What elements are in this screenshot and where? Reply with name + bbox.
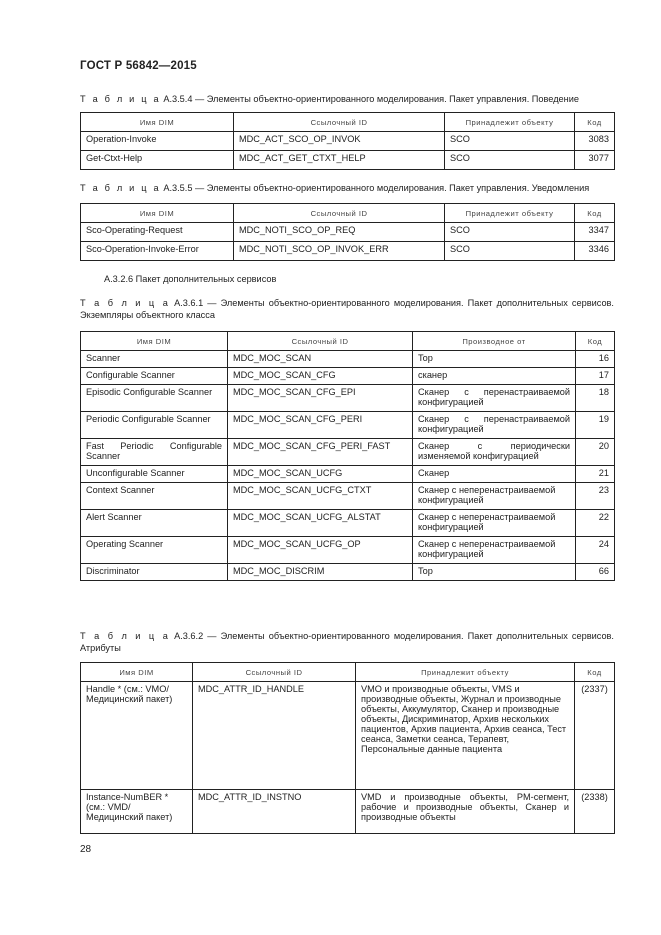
table2-caption: Т а б л и ц а А.3.5.5 — Элементы объектно-ориентированного моделирования. Пакет управления. Уведомления bbox=[80, 183, 590, 193]
table2 bbox=[80, 203, 615, 261]
ref-id: MDC_MOC_SCAN_CFG_PERI bbox=[228, 412, 413, 439]
code: (2337) bbox=[575, 682, 615, 790]
column-header: Код bbox=[575, 204, 615, 223]
table-row bbox=[81, 132, 615, 151]
code: 20 bbox=[576, 439, 615, 466]
dim-name: Alert Scanner bbox=[81, 510, 228, 537]
code: 3083 bbox=[575, 132, 615, 151]
derived-from: Сканер с неперенастраиваемой конфигурацией bbox=[413, 537, 576, 564]
ref-id: MDC_MOC_SCAN_CFG_PERI_FAST bbox=[228, 439, 413, 466]
code: 16 bbox=[576, 351, 615, 368]
derived-from: Сканер с перенастраиваемой конфигурацией bbox=[413, 385, 576, 412]
column-header: Производное от bbox=[413, 332, 576, 351]
page-number: 28 bbox=[80, 844, 92, 855]
derived-from: Top bbox=[413, 564, 576, 581]
ref-id: MDC_ATTR_ID_HANDLE bbox=[193, 682, 356, 790]
ref-id: MDC_MOC_SCAN_UCFG bbox=[228, 466, 413, 483]
column-header: Принадлежит объекту bbox=[445, 204, 575, 223]
ref-id: MDC_ACT_GET_CTXT_HELP bbox=[234, 151, 445, 170]
section-heading: А.3.2.6 Пакет дополнительных сервисов bbox=[104, 274, 277, 284]
ref-id: MDC_ACT_SCO_OP_INVOK bbox=[234, 132, 445, 151]
code: 3347 bbox=[575, 223, 615, 242]
column-header: Имя DIM bbox=[81, 113, 234, 132]
derived-from: Сканер с перенастраиваемой конфигурацией bbox=[413, 412, 576, 439]
table-row bbox=[81, 351, 615, 368]
derived-from: сканер bbox=[413, 368, 576, 385]
code: 22 bbox=[576, 510, 615, 537]
column-header: Ссылочный ID bbox=[228, 332, 413, 351]
derived-from: Сканер с периодически изменяемой конфигурацией bbox=[413, 439, 576, 466]
dim-name: Operating Scanner bbox=[81, 537, 228, 564]
ref-id: MDC_MOC_SCAN_CFG_EPI bbox=[228, 385, 413, 412]
owner: VMD и производные объекты, PM-сегмент, рабочие и производные объекты, Сканер и производные объекты bbox=[356, 790, 575, 834]
column-header: Имя DIM bbox=[81, 663, 193, 682]
column-header: Ссылочный ID bbox=[234, 113, 445, 132]
table-row bbox=[81, 242, 615, 261]
code: 24 bbox=[576, 537, 615, 564]
table-row bbox=[81, 537, 615, 564]
table-row bbox=[81, 439, 615, 466]
table-row bbox=[81, 223, 615, 242]
column-header: Код bbox=[575, 113, 615, 132]
dim-name: Periodic Configurable Scanner bbox=[81, 412, 228, 439]
ref-id: MDC_NOTI_SCO_OP_INVOK_ERR bbox=[234, 242, 445, 261]
owner: VMO и производные объекты, VMS и производные объекты, Журнал и производные объекты, Аккумулятор, Сканер и производные объекты, Дискриминатор, Архив нескольких пациентов, Архив пациента, Архив сеанса, Тест сеанса, Заметки сеанса, Терапевт, Персональные данные пациента bbox=[356, 682, 575, 790]
ref-id: MDC_ATTR_ID_INSTNO bbox=[193, 790, 356, 834]
dim-name: Handle * (см.: VMO/ Медицинский пакет) bbox=[81, 682, 193, 790]
ref-id: MDC_MOC_DISCRIM bbox=[228, 564, 413, 581]
code: 17 bbox=[576, 368, 615, 385]
owner: SCO bbox=[445, 223, 575, 242]
table-row bbox=[81, 790, 615, 834]
column-header: Имя DIM bbox=[81, 204, 234, 223]
ref-id: MDC_MOC_SCAN_UCFG_OP bbox=[228, 537, 413, 564]
table-header-row bbox=[81, 204, 615, 223]
column-header: Ссылочный ID bbox=[193, 663, 356, 682]
table-header-row bbox=[81, 663, 615, 682]
dim-name: Sco-Operating-Request bbox=[81, 223, 234, 242]
dim-name: Sco-Operation-Invoke-Error bbox=[81, 242, 234, 261]
code: (2338) bbox=[575, 790, 615, 834]
derived-from: Сканер bbox=[413, 466, 576, 483]
column-header: Принадлежит объекту bbox=[356, 663, 575, 682]
column-header: Код bbox=[575, 663, 615, 682]
table-header-row bbox=[81, 332, 615, 351]
ref-id: MDC_MOC_SCAN bbox=[228, 351, 413, 368]
table-row bbox=[81, 564, 615, 581]
code: 3346 bbox=[575, 242, 615, 261]
dim-name: Configurable Scanner bbox=[81, 368, 228, 385]
column-header: Ссылочный ID bbox=[234, 204, 445, 223]
derived-from: Сканер с неперенастраиваемой конфигурацией bbox=[413, 483, 576, 510]
code: 66 bbox=[576, 564, 615, 581]
code: 19 bbox=[576, 412, 615, 439]
column-header: Имя DIM bbox=[81, 332, 228, 351]
dim-name: Scanner bbox=[81, 351, 228, 368]
code: 23 bbox=[576, 483, 615, 510]
code: 18 bbox=[576, 385, 615, 412]
table1 bbox=[80, 112, 615, 170]
table3-caption: Т а б л и ц а А.3.6.1 — Элементы объектно-ориентированного моделирования. Пакет дополнительных сервисов. Экземпляры объектного класса bbox=[80, 298, 614, 320]
table-row bbox=[81, 510, 615, 537]
code: 21 bbox=[576, 466, 615, 483]
table4-caption: Т а б л и ц а А.3.6.2 — Элементы объектно-ориентированного моделирования. Пакет дополнительных сервисов. Атрибуты bbox=[80, 631, 614, 653]
table4 bbox=[80, 662, 615, 834]
table-row bbox=[81, 483, 615, 510]
dim-name: Instance-NumBER * (см.: VMD/ Медицинский пакет) bbox=[81, 790, 193, 834]
document-header: ГОСТ Р 56842—2015 bbox=[80, 60, 197, 72]
ref-id: MDC_MOC_SCAN_UCFG_ALSTAT bbox=[228, 510, 413, 537]
dim-name: Fast Periodic Configurable Scanner bbox=[81, 439, 228, 466]
ref-id: MDC_MOC_SCAN_UCFG_CTXT bbox=[228, 483, 413, 510]
dim-name: Get-Ctxt-Help bbox=[81, 151, 234, 170]
ref-id: MDC_MOC_SCAN_CFG bbox=[228, 368, 413, 385]
table3 bbox=[80, 331, 615, 581]
dim-name: Unconfigurable Scanner bbox=[81, 466, 228, 483]
dim-name: Context Scanner bbox=[81, 483, 228, 510]
derived-from: Top bbox=[413, 351, 576, 368]
table-row bbox=[81, 682, 615, 790]
column-header: Код bbox=[576, 332, 615, 351]
owner: SCO bbox=[445, 132, 575, 151]
table-row bbox=[81, 151, 615, 170]
table-row bbox=[81, 368, 615, 385]
dim-name: Discriminator bbox=[81, 564, 228, 581]
column-header: Принадлежит объекту bbox=[445, 113, 575, 132]
owner: SCO bbox=[445, 242, 575, 261]
owner: SCO bbox=[445, 151, 575, 170]
derived-from: Сканер с неперенастраиваемой конфигурацией bbox=[413, 510, 576, 537]
table-row bbox=[81, 385, 615, 412]
dim-name: Operation-Invoke bbox=[81, 132, 234, 151]
code: 3077 bbox=[575, 151, 615, 170]
table-row bbox=[81, 466, 615, 483]
table-header-row bbox=[81, 113, 615, 132]
dim-name: Episodic Configurable Scanner bbox=[81, 385, 228, 412]
table-row bbox=[81, 412, 615, 439]
table1-caption: Т а б л и ц а А.3.5.4 — Элементы объектно-ориентированного моделирования. Пакет управления. Поведение bbox=[80, 94, 579, 104]
ref-id: MDC_NOTI_SCO_OP_REQ bbox=[234, 223, 445, 242]
